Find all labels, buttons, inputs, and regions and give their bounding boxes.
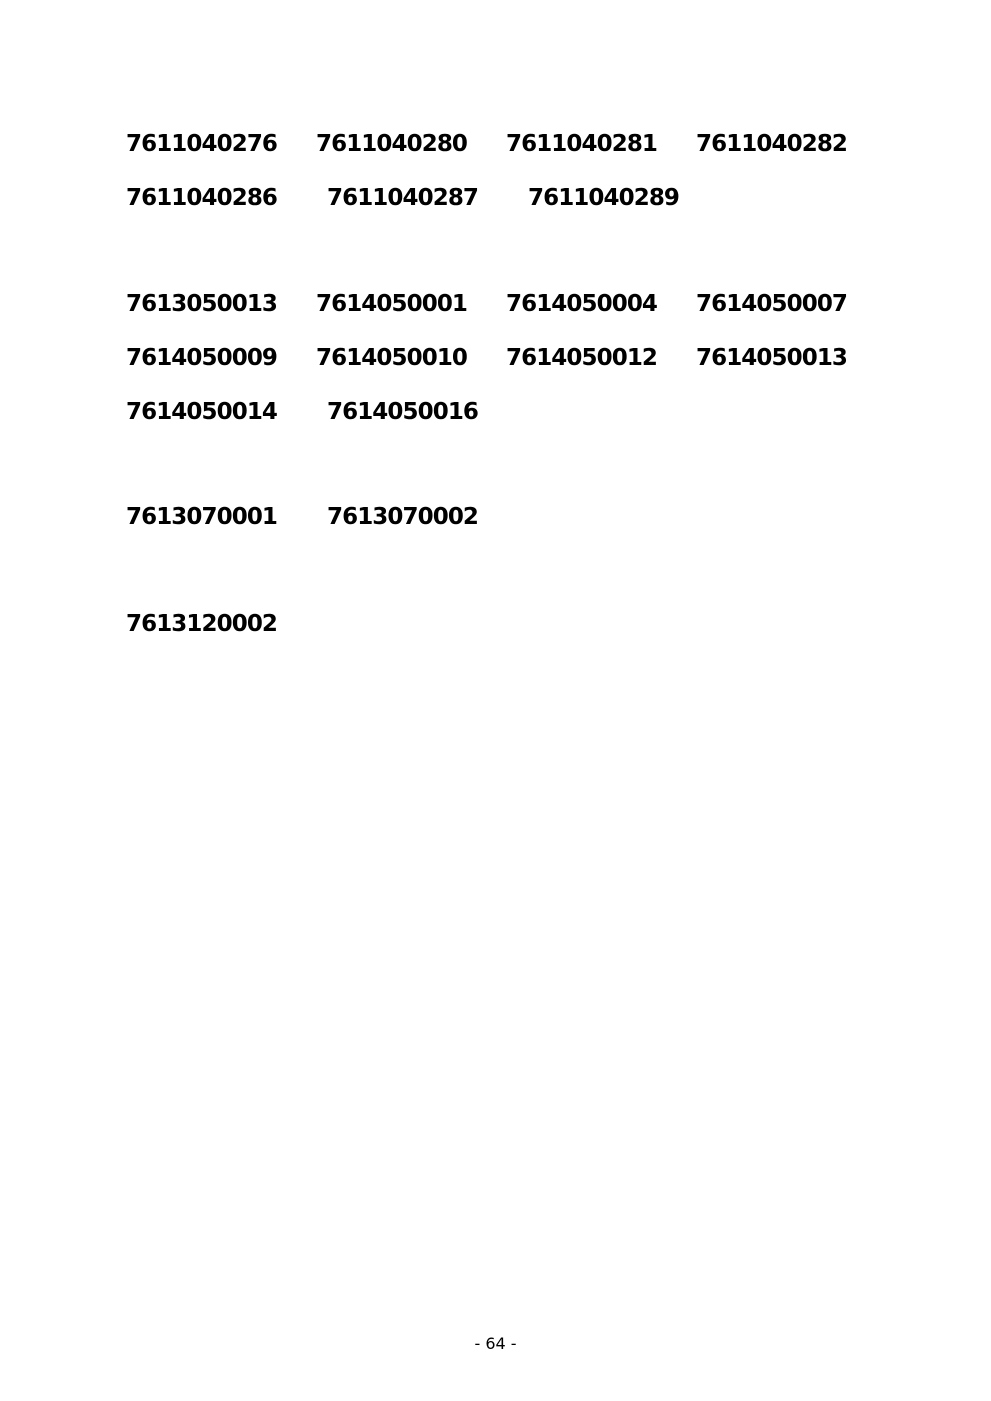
code-row bbox=[126, 490, 886, 544]
code-item: 7611040280 bbox=[316, 131, 468, 157]
code-row bbox=[126, 277, 886, 331]
code-item: 7614050010 bbox=[316, 345, 468, 371]
code-group-2 bbox=[126, 277, 886, 439]
code-group-1 bbox=[126, 117, 886, 225]
code-row bbox=[126, 385, 886, 439]
code-item: 7614050001 bbox=[316, 291, 468, 317]
code-item: 7614050004 bbox=[506, 291, 658, 317]
code-item: 7611040282 bbox=[696, 131, 848, 157]
code-row bbox=[126, 597, 886, 651]
code-row bbox=[126, 171, 886, 225]
code-item: 7611040286 bbox=[126, 185, 278, 211]
code-item: 7613120002 bbox=[126, 611, 278, 637]
code-item: 7613050013 bbox=[126, 291, 278, 317]
code-group-3 bbox=[126, 490, 886, 544]
code-item: 7611040289 bbox=[528, 185, 680, 211]
code-item: 7614050007 bbox=[696, 291, 848, 317]
code-item: 7614050012 bbox=[506, 345, 658, 371]
code-item: 7613070002 bbox=[327, 504, 479, 530]
code-item: 7611040287 bbox=[327, 185, 479, 211]
code-item: 7614050014 bbox=[126, 399, 278, 425]
code-item: 7611040276 bbox=[126, 131, 278, 157]
code-group-4 bbox=[126, 597, 886, 651]
code-item: 7614050016 bbox=[327, 399, 479, 425]
code-item: 7614050013 bbox=[696, 345, 848, 371]
page-number: - 64 - bbox=[474, 1334, 517, 1353]
code-item: 7611040281 bbox=[506, 131, 658, 157]
code-row bbox=[126, 117, 886, 171]
code-row bbox=[126, 331, 886, 385]
code-item: 7613070001 bbox=[126, 504, 278, 530]
code-item: 7614050009 bbox=[126, 345, 278, 371]
